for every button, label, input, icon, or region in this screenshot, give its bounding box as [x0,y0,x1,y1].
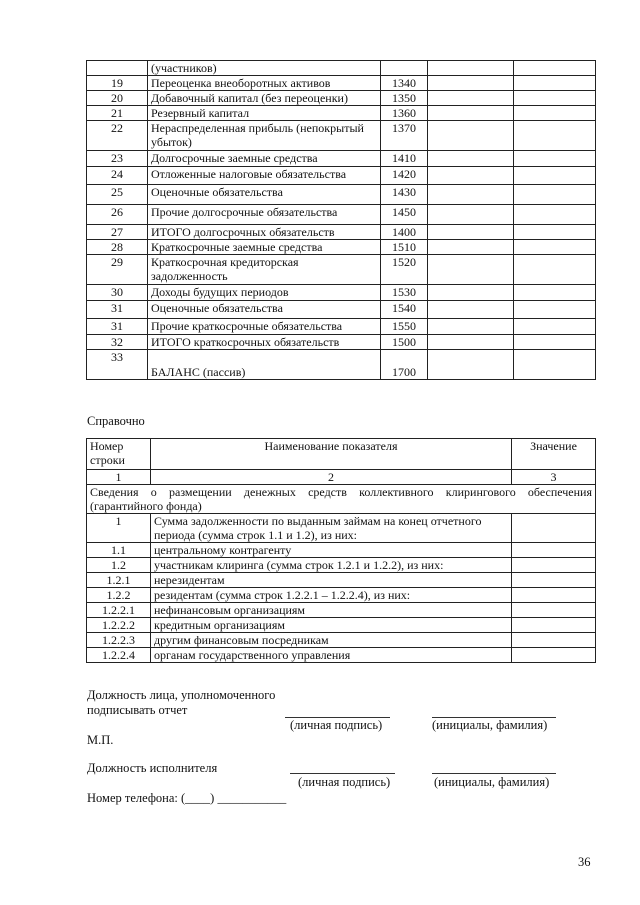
value-cell [512,543,596,558]
row-code: 1550 [381,319,428,335]
row-number: 1.2 [87,558,151,573]
row-number: 32 [87,335,148,350]
value-cell [428,167,514,185]
row-number: 25 [87,185,148,205]
table-row [87,335,596,350]
list-item [87,633,596,648]
table-row [87,301,596,319]
header-num: Номер строки [87,439,151,470]
row-number: 1.2.2.3 [87,633,151,648]
row-number: 1 [87,514,151,543]
table-row [87,151,596,167]
value-cell [514,167,596,185]
row-code: 1450 [381,205,428,225]
row-code: 1510 [381,240,428,255]
page-number: 36 [578,855,591,869]
table-row [87,185,596,205]
header-name: Наименование показателя [151,439,512,470]
list-item [87,558,596,573]
authorized-position-label: Должность лица, уполномоченного [87,688,276,702]
value-cell [428,255,514,285]
row-number: 22 [87,121,148,151]
row-number: 1.2.1 [87,573,151,588]
table-row [87,61,596,76]
row-name: резидентам (сумма строк 1.2.2.1 – 1.2.2.4), из них: [151,588,512,603]
row-number: 30 [87,285,148,301]
row-number: 20 [87,91,148,106]
row-name: Переоценка внеоборотных активов [148,76,381,91]
table-row [87,76,596,91]
reference-table [86,438,596,663]
col-number-1: 1 [87,470,151,485]
list-item [87,573,596,588]
row-name: Сумма задолженности по выданным займам на конец отчетного периода (сумма строк 1.1 и 1.2), из них: [151,514,512,543]
value-cell [428,301,514,319]
row-number: 21 [87,106,148,121]
row-code: 1370 [381,121,428,151]
value-cell [514,225,596,240]
row-name: центральному контрагенту [151,543,512,558]
row-code: 1350 [381,91,428,106]
col-number-2: 2 [151,470,512,485]
row-name: Долгосрочные заемные средства [148,151,381,167]
value-cell [512,648,596,663]
col-number-3: 3 [512,470,596,485]
value-cell [428,151,514,167]
table-row [87,285,596,301]
value-cell [514,205,596,225]
value-cell [514,76,596,91]
list-item [87,514,596,543]
row-name: Добавочный капитал (без переоценки) [148,91,381,106]
row-name: Отложенные налоговые обязательства [148,167,381,185]
table-row [87,167,596,185]
row-number: 28 [87,240,148,255]
table-row [87,121,596,151]
row-number: 33 [87,350,148,380]
table-row [87,319,596,335]
value-cell [514,285,596,301]
value-cell [428,350,514,380]
value-cell [428,185,514,205]
value-cell [512,558,596,573]
reference-title: Справочно [87,414,145,428]
row-number: 23 [87,151,148,167]
value-cell [428,121,514,151]
value-cell [512,633,596,648]
table-row [87,225,596,240]
list-item [87,588,596,603]
row-name: Краткосрочные заемные средства [148,240,381,255]
phone-label: Номер телефона: (____) ___________ [87,791,287,805]
value-cell [428,91,514,106]
value-cell [514,240,596,255]
personal-signature-caption: (личная подпись) [290,718,383,732]
row-code: 1540 [381,301,428,319]
row-name: участникам клиринга (сумма строк 1.2.1 и 1.2.2), из них: [151,558,512,573]
row-code: 1400 [381,225,428,240]
value-cell [514,106,596,121]
row-number: 31 [87,301,148,319]
value-cell [512,618,596,633]
row-number: 24 [87,167,148,185]
value-cell [512,588,596,603]
section-title: Сведения о размещении денежных средств коллективного клирингового обеспечения (гарантийного фонда) [87,485,596,514]
value-cell [428,61,514,76]
row-name: (участников) [148,61,381,76]
row-number [87,61,148,76]
row-code: 1530 [381,285,428,301]
row-number: 31 [87,319,148,335]
row-name: Доходы будущих периодов [148,285,381,301]
row-code: 1410 [381,151,428,167]
value-cell [512,514,596,543]
table-row [87,106,596,121]
value-cell [428,240,514,255]
row-number: 1.2.2.4 [87,648,151,663]
row-name: Резервный капитал [148,106,381,121]
row-number: 1.2.2.2 [87,618,151,633]
row-number: 29 [87,255,148,285]
value-cell [514,61,596,76]
row-name: Нераспределенная прибыль (непокрытый убыток) [148,121,381,151]
row-code: 1340 [381,76,428,91]
row-name: органам государственного управления [151,648,512,663]
signature-line-2 [290,773,395,774]
initials-caption-2: (инициалы, фамилия) [434,775,550,789]
personal-signature-caption-2: (личная подпись) [298,775,391,789]
value-cell [514,301,596,319]
value-cell [514,350,596,380]
value-cell [514,121,596,151]
initials-caption: (инициалы, фамилия) [432,718,548,732]
value-cell [514,151,596,167]
value-cell [428,319,514,335]
value-cell [428,225,514,240]
row-name: кредитным организациям [151,618,512,633]
row-name: ИТОГО долгосрочных обязательств [148,225,381,240]
value-cell [428,205,514,225]
value-cell [428,335,514,350]
value-cell [514,185,596,205]
row-name: БАЛАНС (пассив) [148,350,381,380]
row-name: нефинансовым организациям [151,603,512,618]
row-code: 1430 [381,185,428,205]
row-name: ИТОГО краткосрочных обязательств [148,335,381,350]
table-row [87,240,596,255]
stamp-label: М.П. [87,733,114,747]
row-code: 1700 [381,350,428,380]
table-row [87,350,596,380]
value-cell [514,335,596,350]
row-name: Краткосрочная кредиторская задолженность [148,255,381,285]
row-number: 26 [87,205,148,225]
row-number: 1.2.2.1 [87,603,151,618]
executor-label: Должность исполнителя [87,761,218,775]
value-cell [428,106,514,121]
row-code [381,61,428,76]
list-item [87,603,596,618]
row-code: 1360 [381,106,428,121]
row-number: 1.2.2 [87,588,151,603]
table-row [87,205,596,225]
row-number: 19 [87,76,148,91]
list-item [87,543,596,558]
row-code: 1500 [381,335,428,350]
table-row [87,91,596,106]
row-name: Прочие краткосрочные обязательства [148,319,381,335]
row-name: Оценочные обязательства [148,185,381,205]
value-cell [428,76,514,91]
table-row [87,255,596,285]
row-code: 1520 [381,255,428,285]
value-cell [428,285,514,301]
authorized-position-label-2: подписывать отчет [87,703,188,717]
initials-line-2 [432,773,556,774]
value-cell [512,603,596,618]
value-cell [512,573,596,588]
list-item [87,618,596,633]
row-name: другим финансовым посредникам [151,633,512,648]
value-cell [514,319,596,335]
value-cell [514,255,596,285]
row-code: 1420 [381,167,428,185]
row-name: Оценочные обязательства [148,301,381,319]
row-number: 27 [87,225,148,240]
row-name: Прочие долгосрочные обязательства [148,205,381,225]
header-value: Значение [512,439,596,470]
list-item [87,648,596,663]
row-name: нерезидентам [151,573,512,588]
balance-table [86,60,596,380]
row-number: 1.1 [87,543,151,558]
value-cell [514,91,596,106]
